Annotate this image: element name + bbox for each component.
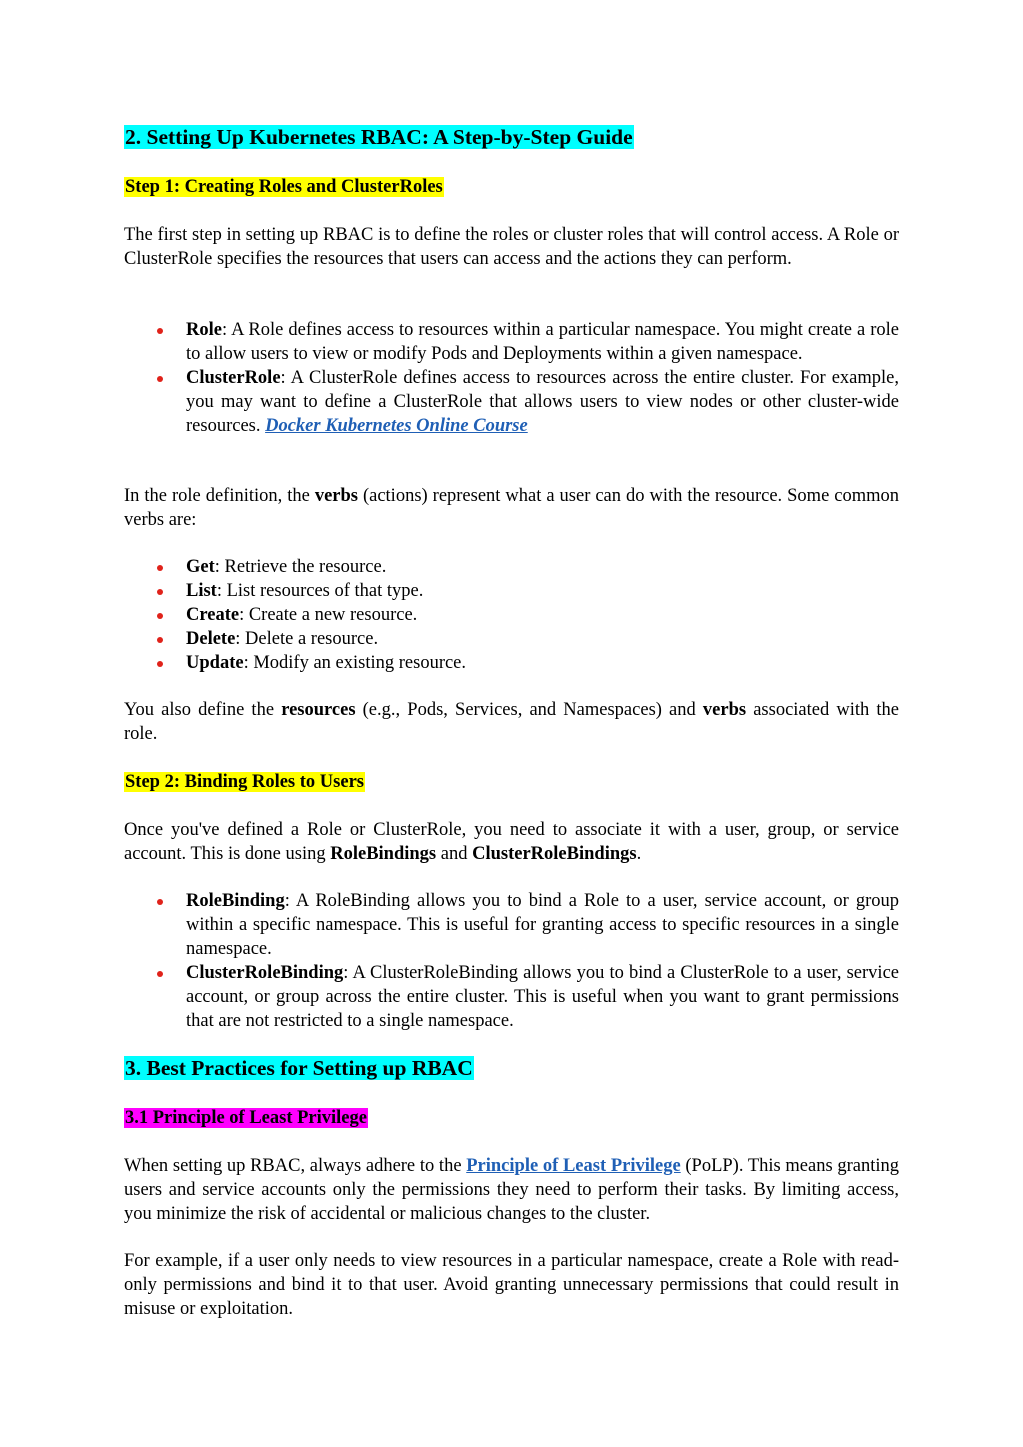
section-3-heading-block [124,1054,899,1082]
list-item-verb-get [124,555,899,579]
section-3-heading: 3. Best Practices for Setting up RBAC [125,1056,473,1080]
verb-term: Delete [186,629,236,649]
verbs-post: (actions) represent what a user can do with the resource. Some common verbs are: [124,486,899,530]
rolebinding-text: : A RoleBinding allows you to bind a Role to a user, service account, or group within a specific namespace. This is useful for granting access to specific resources in a single namespace. [186,891,899,959]
section-3-1-heading-block [124,1106,899,1130]
polp-paragraph [124,1154,899,1226]
verbs-pre: In the role definition, the [124,486,315,506]
rolebinding-term: RoleBinding [186,891,285,911]
step-2-intro-pre: Once you've defined a Role or ClusterRole, you need to associate it with a user, group, or service account. This is done using [124,820,899,864]
role-text: : A Role defines access to resources within a particular namespace. You might create a role to allow users to view or modify Pods and Deployments within a given namespace. [186,320,899,364]
example-paragraph-block [124,1249,899,1321]
bullet-icon [157,971,163,977]
clusterrolebinding-text: : A ClusterRoleBinding allows you to bind a ClusterRole to a user, service account, or group across the entire cluster. This is useful when you want to grant permissions that are not restricted to a single namespace. [186,963,899,1031]
step-2-intro-end: . [636,844,642,864]
verb-text: : Modify an existing resource. [243,653,467,673]
list-item-verb-delete [124,627,899,651]
step-2-intro [124,818,899,866]
polp-link[interactable]: Principle of Least Privilege [466,1156,681,1176]
step-2-heading: Step 2: Binding Roles to Users [125,772,364,792]
step-1-intro: The first step in setting up RBAC is to define the roles or cluster roles that will control access. A Role or ClusterRole specifies the resources that users can access and the actions they can perform. [124,225,899,269]
verb-term: Create [186,605,240,625]
list-item-verb-create [124,603,899,627]
step-2-heading-block [124,770,899,794]
verb-term: Get [186,557,215,577]
also-mid: (e.g., Pods, Services, and Namespaces) and [355,700,703,720]
step-1-heading-block [124,175,899,199]
verbs-paragraph-block [124,484,899,532]
bullet-icon [157,589,163,595]
also-pre: You also define the [124,700,282,720]
binding-bullets [124,889,899,1033]
rolebindings-term: RoleBindings [330,844,437,864]
also-paragraph [124,698,899,746]
clusterrole-term: ClusterRole [186,368,281,388]
list-item-clusterrole [124,366,899,438]
verb-text: : List resources of that type. [216,581,424,601]
bullet-icon [157,376,163,382]
bullet-icon [157,661,163,667]
role-bullets [124,318,899,438]
verb-text: : Create a new resource. [239,605,418,625]
verbs-paragraph [124,484,899,532]
verb-term: List [186,581,217,601]
also-verbs-term: verbs [702,700,747,720]
list-item-verb-update [124,651,899,675]
course-link[interactable]: Docker Kubernetes Online Course [265,416,528,436]
step-2-intro-and: and [436,844,473,864]
also-post: associated with the role. [124,700,899,744]
list-item-clusterrolebinding [124,961,899,1033]
step-1-intro-block [124,223,899,271]
section-2-heading-block [124,123,899,151]
verb-text: : Retrieve the resource. [214,557,387,577]
polp-paragraph-block [124,1154,899,1226]
polp-post: (PoLP). This means granting users and service accounts only the permissions they need to perform their tasks. By limiting access, you minimize the risk of accidental or malicious changes to the cluster. [124,1156,900,1224]
list-item-verb-list [124,579,899,603]
clusterrolebinding-term: ClusterRoleBinding [186,963,344,983]
list-item-role [124,318,899,366]
clusterrole-text: : A ClusterRole defines access to resources across the entire cluster. For example, you may want to define a ClusterRole that allows users to view nodes or other cluster-wide resources. [186,368,899,436]
example-paragraph: For example, if a user only needs to view resources in a particular namespace, create a Role with read-only permissions and bind it to that user. Avoid granting unnecessary permissions that could result in misuse or exploitation. [124,1251,899,1319]
section-3-1-heading: 3.1 Principle of Least Privilege [125,1108,367,1128]
clusterrolebindings-term: ClusterRoleBindings [472,844,637,864]
section-2-heading: 2. Setting Up Kubernetes RBAC: A Step-by-Step Guide [125,125,633,149]
bullet-icon [157,899,163,905]
bullet-icon [157,328,163,334]
verbs-term: verbs [314,486,358,506]
also-paragraph-block [124,698,899,746]
bullet-icon [157,565,163,571]
bullet-icon [157,613,163,619]
bullet-icon [157,637,163,643]
polp-pre: When setting up RBAC, always adhere to the [124,1156,467,1176]
role-term: Role [186,320,222,340]
verb-term: Update [186,653,244,673]
verb-bullets [124,555,899,675]
also-resources-term: resources [281,700,356,720]
list-item-rolebinding [124,889,899,961]
step-2-intro-block [124,818,899,866]
step-1-heading: Step 1: Creating Roles and ClusterRoles [125,177,443,197]
verb-text: : Delete a resource. [235,629,379,649]
